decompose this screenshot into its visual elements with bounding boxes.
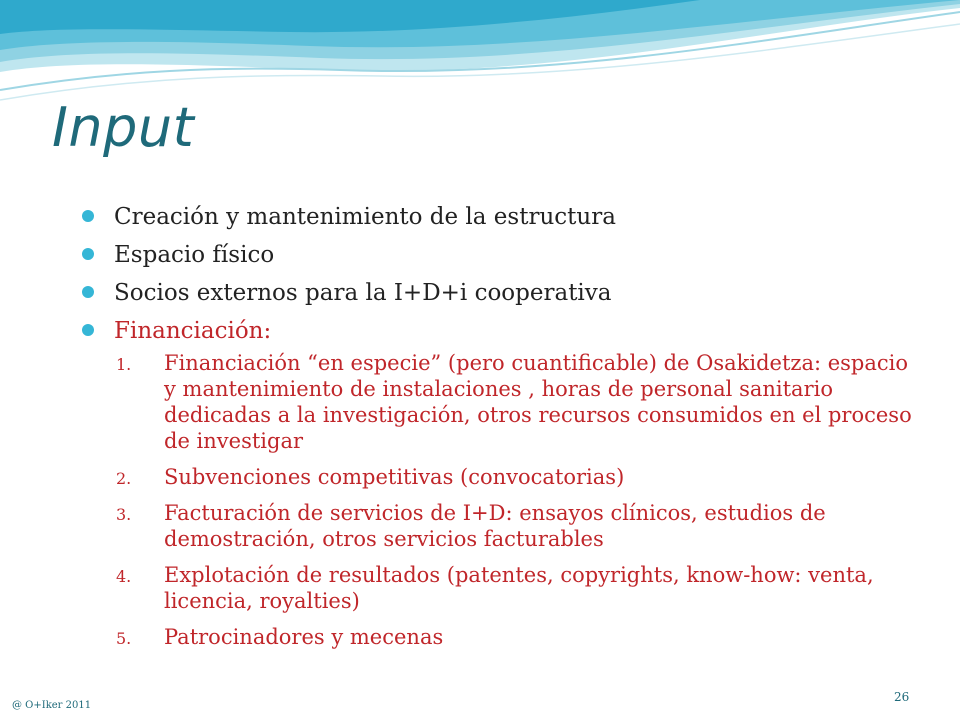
financing-item — [116, 350, 916, 454]
bullet-item-financing — [80, 312, 940, 350]
main-bullet-list — [80, 198, 940, 350]
item-number: 2. — [116, 469, 132, 488]
item-text: Explotación de resultados (patentes, copyrights, know-how: venta, licencia, royalties) — [164, 563, 874, 613]
financing-item — [116, 500, 916, 552]
financing-item — [116, 464, 916, 490]
bullet-dot-icon — [82, 324, 94, 336]
bullet-text: Creación y mantenimiento de la estructura — [114, 204, 616, 230]
bullet-dot-icon — [82, 248, 94, 260]
bullet-text: Financiación: — [114, 318, 272, 344]
financing-item — [116, 624, 916, 650]
slide-title: Input — [52, 96, 195, 159]
bullet-text: Socios externos para la I+D+i cooperativa — [114, 280, 612, 306]
bullet-dot-icon — [82, 210, 94, 222]
item-number: 3. — [116, 505, 132, 524]
item-text: Subvenciones competitivas (convocatorias) — [164, 465, 625, 489]
item-text: Facturación de servicios de I+D: ensayos clínicos, estudios de demostración, otros servicios facturables — [164, 501, 826, 551]
bullet-dot-icon — [82, 286, 94, 298]
financing-item — [116, 562, 916, 614]
item-number: 1. — [116, 355, 132, 374]
bullet-text: Espacio físico — [114, 242, 275, 268]
footer-copyright: @ O+Iker 2011 — [12, 700, 92, 711]
bullet-item — [80, 274, 940, 312]
item-text: Patrocinadores y mecenas — [164, 625, 444, 649]
financing-sublist — [116, 350, 916, 660]
header-wave-decoration — [0, 0, 960, 110]
page-number: 26 — [894, 690, 910, 704]
item-number: 5. — [116, 629, 132, 648]
item-text: Financiación “en especie” (pero cuantificable) de Osakidetza: espacio y mantenimiento de instalaciones , horas de personal sanitario dedicadas a la investigación, otros recursos consumidos en el proceso de investigar — [164, 351, 912, 453]
bullet-item — [80, 236, 940, 274]
bullet-item — [80, 198, 940, 236]
item-number: 4. — [116, 567, 132, 586]
